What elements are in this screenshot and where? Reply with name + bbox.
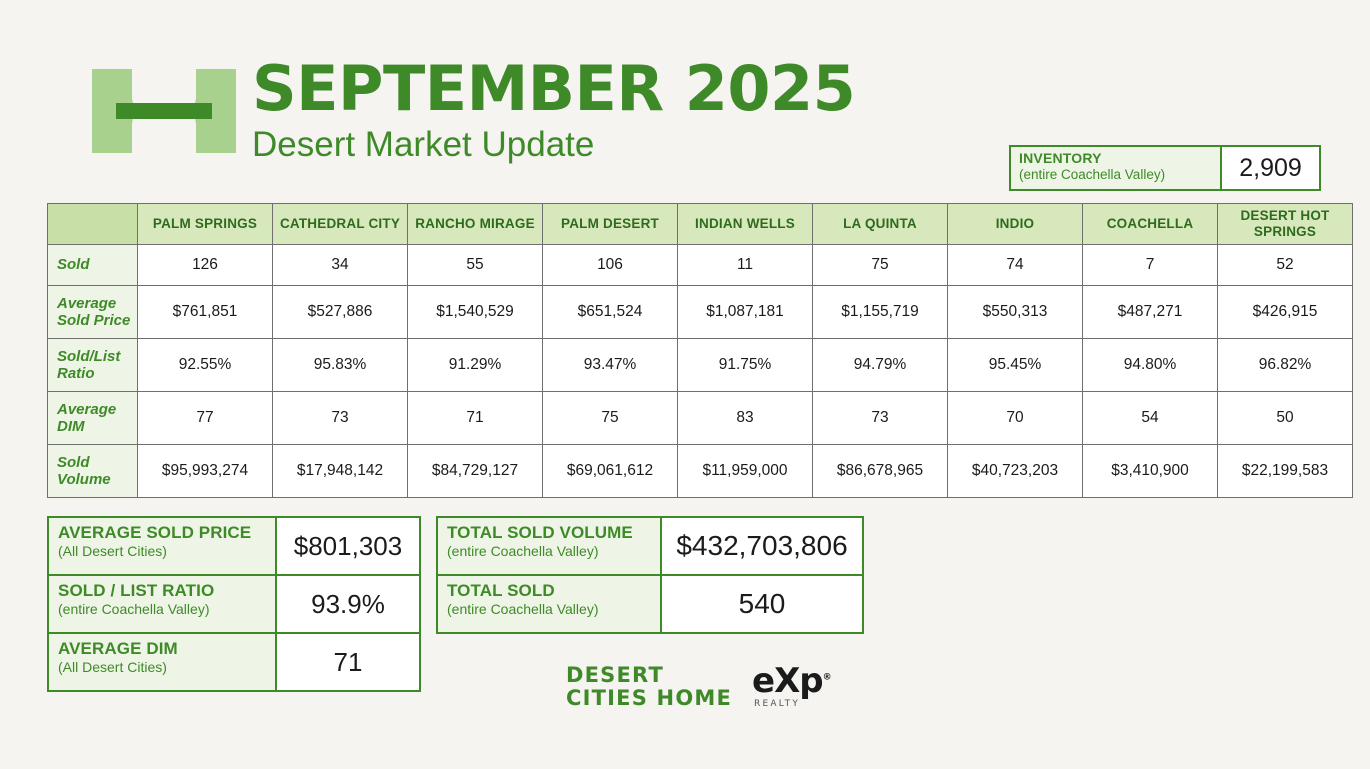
- brand-line-2: CITIES HOME: [566, 685, 733, 710]
- column-header-rancho-mirage: RANCHO MIRAGE: [408, 204, 543, 245]
- row-header-average-dim: Average DIM: [48, 392, 138, 445]
- summary-label-secondary: (All Desert Cities): [58, 658, 167, 675]
- inventory-callout: [1009, 145, 1321, 191]
- table-corner-cell: [48, 204, 138, 245]
- summary-label-primary: SOLD / LIST RATIO: [58, 581, 215, 600]
- row-header-sold-list-ratio: Sold/List Ratio: [48, 339, 138, 392]
- cell-ratio-palm-desert: 93.47%: [543, 339, 678, 392]
- cell-volume-coachella: $3,410,900: [1083, 445, 1218, 498]
- summary-value-total-sold: 540: [662, 576, 862, 632]
- exp-realty-logo: [752, 661, 831, 709]
- summary-value-total-sold-volume: $432,703,806: [662, 518, 862, 574]
- summary-label-primary: TOTAL SOLD: [447, 581, 555, 600]
- cell-volume-indian-wells: $11,959,000: [678, 445, 813, 498]
- inventory-label: [1011, 147, 1222, 189]
- summary-label: [438, 518, 662, 574]
- column-header-desert-hot-springs: DESERT HOT SPRINGS: [1218, 204, 1353, 245]
- cell-avg-price-indio: $550,313: [948, 286, 1083, 339]
- row-header-average-sold-price: Average Sold Price: [48, 286, 138, 339]
- summary-row-average-sold-price: [47, 516, 421, 576]
- cell-ratio-coachella: 94.80%: [1083, 339, 1218, 392]
- summary-row-total-sold-volume: [436, 516, 864, 576]
- table-row: [48, 392, 1353, 445]
- cell-dim-desert-hot-springs: 50: [1218, 392, 1353, 445]
- summary-label: [49, 634, 277, 690]
- table-row: [48, 245, 1353, 286]
- summary-label-secondary: (entire Coachella Valley): [447, 600, 599, 617]
- summary-value-average-dim: 71: [277, 634, 419, 690]
- summary-label: [438, 576, 662, 632]
- cell-sold-la-quinta: 75: [813, 245, 948, 286]
- column-header-coachella: COACHELLA: [1083, 204, 1218, 245]
- cell-dim-palm-desert: 75: [543, 392, 678, 445]
- summary-label-secondary: (entire Coachella Valley): [447, 542, 599, 559]
- cell-ratio-rancho-mirage: 91.29%: [408, 339, 543, 392]
- table-row: [48, 286, 1353, 339]
- summary-label-primary: AVERAGE DIM: [58, 639, 178, 658]
- column-header-cathedral-city: CATHEDRAL CITY: [273, 204, 408, 245]
- market-stats-table: [47, 203, 1353, 498]
- column-header-indio: INDIO: [948, 204, 1083, 245]
- page-subtitle: Desert Market Update: [252, 125, 595, 164]
- page-header: [88, 52, 856, 165]
- cell-dim-la-quinta: 73: [813, 392, 948, 445]
- exp-wordmark: [752, 661, 831, 701]
- inventory-label-primary: INVENTORY: [1019, 150, 1102, 166]
- cell-avg-price-coachella: $487,271: [1083, 286, 1218, 339]
- cell-ratio-palm-springs: 92.55%: [138, 339, 273, 392]
- summary-row-average-dim: [47, 632, 421, 692]
- table-row: [48, 445, 1353, 498]
- cell-volume-palm-desert: $69,061,612: [543, 445, 678, 498]
- cell-volume-la-quinta: $86,678,965: [813, 445, 948, 498]
- desert-cities-home-wordmark: [566, 664, 732, 709]
- cell-avg-price-cathedral-city: $527,886: [273, 286, 408, 339]
- cell-volume-rancho-mirage: $84,729,127: [408, 445, 543, 498]
- cell-dim-indio: 70: [948, 392, 1083, 445]
- exp-name: eXp: [752, 661, 823, 701]
- summary-label-secondary: (entire Coachella Valley): [58, 600, 210, 617]
- desert-cities-home-mark-icon: [88, 65, 240, 157]
- summary-row-total-sold: [436, 574, 864, 634]
- cell-sold-palm-springs: 126: [138, 245, 273, 286]
- cell-dim-indian-wells: 83: [678, 392, 813, 445]
- cell-ratio-la-quinta: 94.79%: [813, 339, 948, 392]
- table-row: [48, 339, 1353, 392]
- summary-label-primary: TOTAL SOLD VOLUME: [447, 523, 633, 542]
- cell-avg-price-palm-desert: $651,524: [543, 286, 678, 339]
- footer-logos: [566, 661, 831, 710]
- cell-dim-rancho-mirage: 71: [408, 392, 543, 445]
- cell-sold-coachella: 7: [1083, 245, 1218, 286]
- cell-avg-price-la-quinta: $1,155,719: [813, 286, 948, 339]
- cell-ratio-indian-wells: 91.75%: [678, 339, 813, 392]
- cell-sold-cathedral-city: 34: [273, 245, 408, 286]
- column-header-la-quinta: LA QUINTA: [813, 204, 948, 245]
- cell-dim-coachella: 54: [1083, 392, 1218, 445]
- summary-value-average-sold-price: $801,303: [277, 518, 419, 574]
- row-header-sold-volume: Sold Volume: [48, 445, 138, 498]
- column-header-palm-desert: PALM DESERT: [543, 204, 678, 245]
- summary-label: [49, 518, 277, 574]
- table-header-row: [48, 204, 1353, 245]
- exp-trademark-icon: ®: [822, 672, 831, 683]
- cell-sold-indio: 74: [948, 245, 1083, 286]
- cell-volume-desert-hot-springs: $22,199,583: [1218, 445, 1353, 498]
- column-header-palm-springs: PALM SPRINGS: [138, 204, 273, 245]
- exp-subtitle: REALTY: [754, 699, 801, 709]
- cell-avg-price-desert-hot-springs: $426,915: [1218, 286, 1353, 339]
- cell-avg-price-palm-springs: $761,851: [138, 286, 273, 339]
- summary-panel-left: [47, 516, 421, 690]
- summary-label-secondary: (All Desert Cities): [58, 542, 167, 559]
- column-header-indian-wells: INDIAN WELLS: [678, 204, 813, 245]
- summary-label-primary: AVERAGE SOLD PRICE: [58, 523, 252, 542]
- brand-line-1: DESERT: [566, 663, 664, 687]
- summary-panel-right: [436, 516, 864, 632]
- cell-avg-price-indian-wells: $1,087,181: [678, 286, 813, 339]
- cell-volume-indio: $40,723,203: [948, 445, 1083, 498]
- cell-ratio-indio: 95.45%: [948, 339, 1083, 392]
- cell-ratio-desert-hot-springs: 96.82%: [1218, 339, 1353, 392]
- cell-avg-price-rancho-mirage: $1,540,529: [408, 286, 543, 339]
- cell-dim-cathedral-city: 73: [273, 392, 408, 445]
- summary-label: [49, 576, 277, 632]
- summary-row-sold-list-ratio: [47, 574, 421, 634]
- cell-ratio-cathedral-city: 95.83%: [273, 339, 408, 392]
- row-header-sold: Sold: [48, 245, 138, 286]
- cell-sold-indian-wells: 11: [678, 245, 813, 286]
- cell-volume-palm-springs: $95,993,274: [138, 445, 273, 498]
- cell-sold-rancho-mirage: 55: [408, 245, 543, 286]
- inventory-value: 2,909: [1222, 147, 1319, 189]
- summary-value-sold-list-ratio: 93.9%: [277, 576, 419, 632]
- cell-dim-palm-springs: 77: [138, 392, 273, 445]
- cell-volume-cathedral-city: $17,948,142: [273, 445, 408, 498]
- cell-sold-desert-hot-springs: 52: [1218, 245, 1353, 286]
- cell-sold-palm-desert: 106: [543, 245, 678, 286]
- page-title: SEPTEMBER 2025: [252, 52, 856, 125]
- inventory-label-secondary: (entire Coachella Valley): [1019, 166, 1166, 182]
